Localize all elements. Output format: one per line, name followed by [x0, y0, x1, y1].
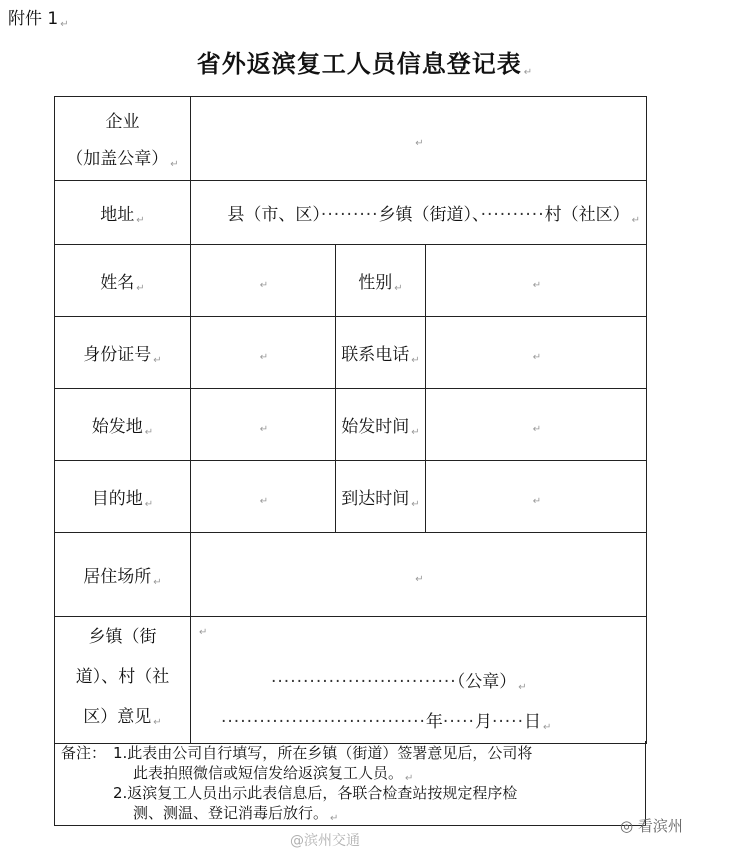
row-opinion: [55, 617, 647, 744]
registration-form: [54, 96, 647, 744]
depart-time-field[interactable]: ↵: [426, 389, 647, 461]
note-item-1-line-1: 1.此表由公司自行填写，所在乡镇（街道）签署意见后，公司将: [113, 744, 533, 762]
row-name-gender: [55, 245, 647, 317]
row-destination: [55, 461, 647, 533]
address-field[interactable]: 县（市、区）·········乡镇（街道）、··········村（社区） ↵: [191, 181, 647, 245]
company-field[interactable]: ↵: [191, 97, 647, 181]
gender-label: 性别 ↵: [336, 245, 426, 317]
note-item-1-line-2: 此表拍照微信或短信发给返滨复工人员。 $_↵$: [133, 764, 414, 784]
origin-field[interactable]: ↵: [191, 389, 336, 461]
row-address: [55, 181, 647, 245]
address-label: 地址 ↵: [55, 181, 191, 245]
depart-time-label: 始发时间 ↵: [336, 389, 426, 461]
watermark-left: @滨州交通: [290, 833, 360, 849]
wechat-icon: ◎: [620, 817, 638, 835]
id-number-label: 身份证号 ↵: [55, 317, 191, 389]
id-number-field[interactable]: ↵: [191, 317, 336, 389]
note-item-2-line-1: 2.返滨复工人员出示此表信息后，各联合检查站按规定程序检: [113, 784, 518, 802]
destination-field[interactable]: ↵: [191, 461, 336, 533]
phone-field[interactable]: ↵: [426, 317, 647, 389]
residence-label: 居住场所 ↵: [55, 533, 191, 617]
destination-label: 目的地 ↵: [55, 461, 191, 533]
attachment-label: 附件 1 ↵: [8, 9, 69, 30]
opinion-field[interactable]: ↵ ·····························（公章） ↵ ································年·····月·····日 ↵: [191, 617, 647, 744]
gender-field[interactable]: ↵: [426, 245, 647, 317]
row-origin: [55, 389, 647, 461]
paragraph-mark: ↵: [60, 19, 69, 30]
phone-label: 联系电话 ↵: [336, 317, 426, 389]
date-line: ································年·····月·····日 ↵: [221, 712, 552, 733]
origin-label: 始发地 ↵: [55, 389, 191, 461]
arrive-time-field[interactable]: ↵: [426, 461, 647, 533]
opinion-label: 乡镇（街 道）、村（社 区）意见 ↵: [55, 617, 191, 744]
arrive-time-label: 到达时间 ↵: [336, 461, 426, 533]
residence-field[interactable]: ↵: [191, 533, 647, 617]
seal-line: ·····························（公章） ↵: [271, 672, 527, 693]
name-field[interactable]: ↵: [191, 245, 336, 317]
note-item-2-line-2: 测、测温、登记消毒后放行。 $_↵$: [133, 804, 339, 824]
watermark-right: ◎ 看滨州: [620, 817, 683, 835]
company-label: 企业 （加盖公章） ↵: [55, 97, 191, 181]
page-title: 省外返滨复工人员信息登记表 ↵: [196, 50, 534, 78]
row-company: [55, 97, 647, 181]
paragraph-mark: ↵: [523, 67, 534, 78]
notes-label: 备注：: [61, 744, 107, 762]
name-label: 姓名 ↵: [55, 245, 191, 317]
row-id-phone: [55, 317, 647, 389]
row-residence: [55, 533, 647, 617]
notes-section: [54, 741, 646, 826]
